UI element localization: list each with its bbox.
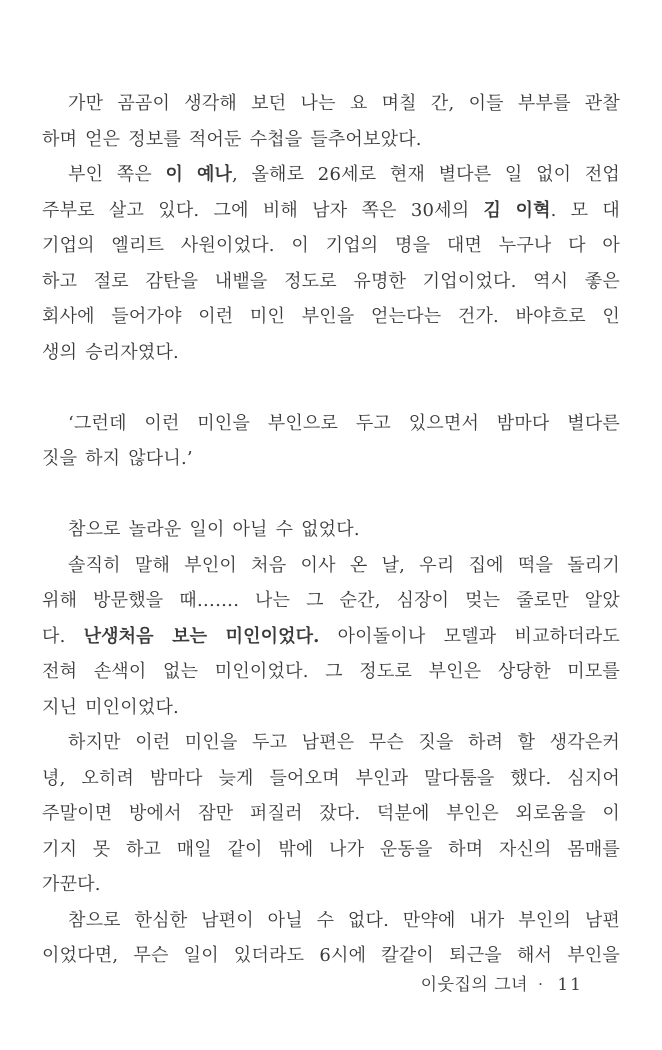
running-title: 이웃집의 그녀 — [420, 975, 529, 995]
text-segment: 이었다면, 무슨 일이 있더라도 6시에 칼같이 퇴근을 해서 부인을 — [42, 945, 620, 966]
text-segment: 짓을 하지 않다니.’ — [42, 448, 193, 469]
text-segment: 부인 쪽은 — [68, 164, 166, 185]
text-segment: . 모 대 — [550, 199, 620, 221]
text-line — [42, 654, 620, 690]
text-segment: 회사에 들어가야 이런 미인 부인을 얻는다는 건가. 바야흐로 인 — [42, 306, 620, 327]
blank-line — [42, 370, 620, 406]
text-line — [42, 796, 620, 832]
page-number: 11 — [557, 975, 583, 995]
text-line — [42, 441, 620, 477]
footer-bullet: · — [538, 975, 544, 993]
text-line — [42, 548, 620, 584]
text-line — [42, 406, 620, 442]
bold-text-segment: 난생처음 보는 미인이었다. — [83, 625, 320, 647]
bold-text-segment: 김 이혁 — [483, 199, 551, 221]
text-segment: 하며 얻은 정보를 적어둔 수첩을 들추어보았다. — [42, 128, 422, 150]
text-segment: 하고 절로 감탄을 내뱉을 정도로 유명한 기업이었다. 역시 좋은 — [42, 270, 620, 292]
text-segment: 위해 방문했을 때……. 나는 그 순간, 심장이 멎는 줄로만 알았 — [42, 590, 620, 611]
text-line — [42, 86, 620, 122]
text-line — [42, 335, 620, 371]
text-segment: 하지만 이런 미인을 두고 남편은 무슨 짓을 하려 할 생각은커 — [68, 732, 620, 753]
text-segment: 가만 곰곰이 생각해 보던 나는 요 며칠 간, 이들 부부를 관찰 — [68, 93, 620, 114]
text-segment: 전혀 손색이 없는 미인이었다. 그 정도로 부인은 상당한 미모를 — [42, 661, 620, 682]
text-segment: 기지 못 하고 매일 같이 밖에 나가 운동을 하며 자신의 몸매를 — [42, 838, 620, 860]
text-line — [42, 193, 620, 229]
text-segment: 솔직히 말해 부인이 처음 이사 온 날, 우리 집에 떡을 돌리기 — [68, 554, 620, 576]
text-line — [42, 690, 620, 726]
text-line — [42, 264, 620, 300]
page-footer — [421, 970, 583, 995]
text-line — [42, 867, 620, 903]
blank-line — [42, 477, 620, 513]
text-segment: 기업의 엘리트 사원이었다. 이 기업의 명을 대면 누구나 다 아 — [42, 235, 620, 256]
text-line — [42, 583, 620, 619]
text-segment: , 올해로 26세로 현재 별다른 일 없이 전업 — [231, 164, 620, 185]
text-line — [42, 512, 620, 548]
text-line — [42, 228, 620, 264]
text-line — [42, 619, 620, 655]
text-segment: 아이돌이나 모델과 비교하더라도 — [319, 625, 621, 647]
text-segment: 주말이면 방에서 잠만 퍼질러 잤다. 덕분에 부인은 외로움을 이 — [42, 803, 620, 824]
text-segment: 가꾼다. — [42, 874, 101, 895]
text-line — [42, 903, 620, 939]
text-line — [42, 122, 620, 158]
bold-text-segment: 이 예나 — [165, 164, 232, 185]
text-segment: 참으로 놀라운 일이 아닐 수 없었다. — [68, 519, 360, 540]
text-line — [42, 761, 620, 797]
text-segment: 생의 승리자였다. — [42, 341, 179, 363]
text-segment: 참으로 한심한 남편이 아닐 수 없다. 만약에 내가 부인의 남편 — [68, 909, 620, 931]
text-segment: 다. — [42, 625, 84, 647]
text-segment: ‘그런데 이런 미인을 부인으로 두고 있으면서 밤마다 별다른 — [68, 412, 620, 434]
text-line — [42, 725, 620, 761]
text-line — [42, 938, 620, 974]
text-segment: 지닌 미인이었다. — [42, 696, 179, 718]
text-line — [42, 832, 620, 868]
body-text — [42, 86, 620, 974]
text-line — [42, 299, 620, 335]
text-segment: 녕, 오히려 밤마다 늦게 들어오며 부인과 말다툼을 했다. 심지어 — [42, 767, 620, 789]
text-segment: 주부로 살고 있다. 그에 비해 남자 쪽은 30세의 — [42, 199, 484, 221]
text-line — [42, 157, 620, 193]
